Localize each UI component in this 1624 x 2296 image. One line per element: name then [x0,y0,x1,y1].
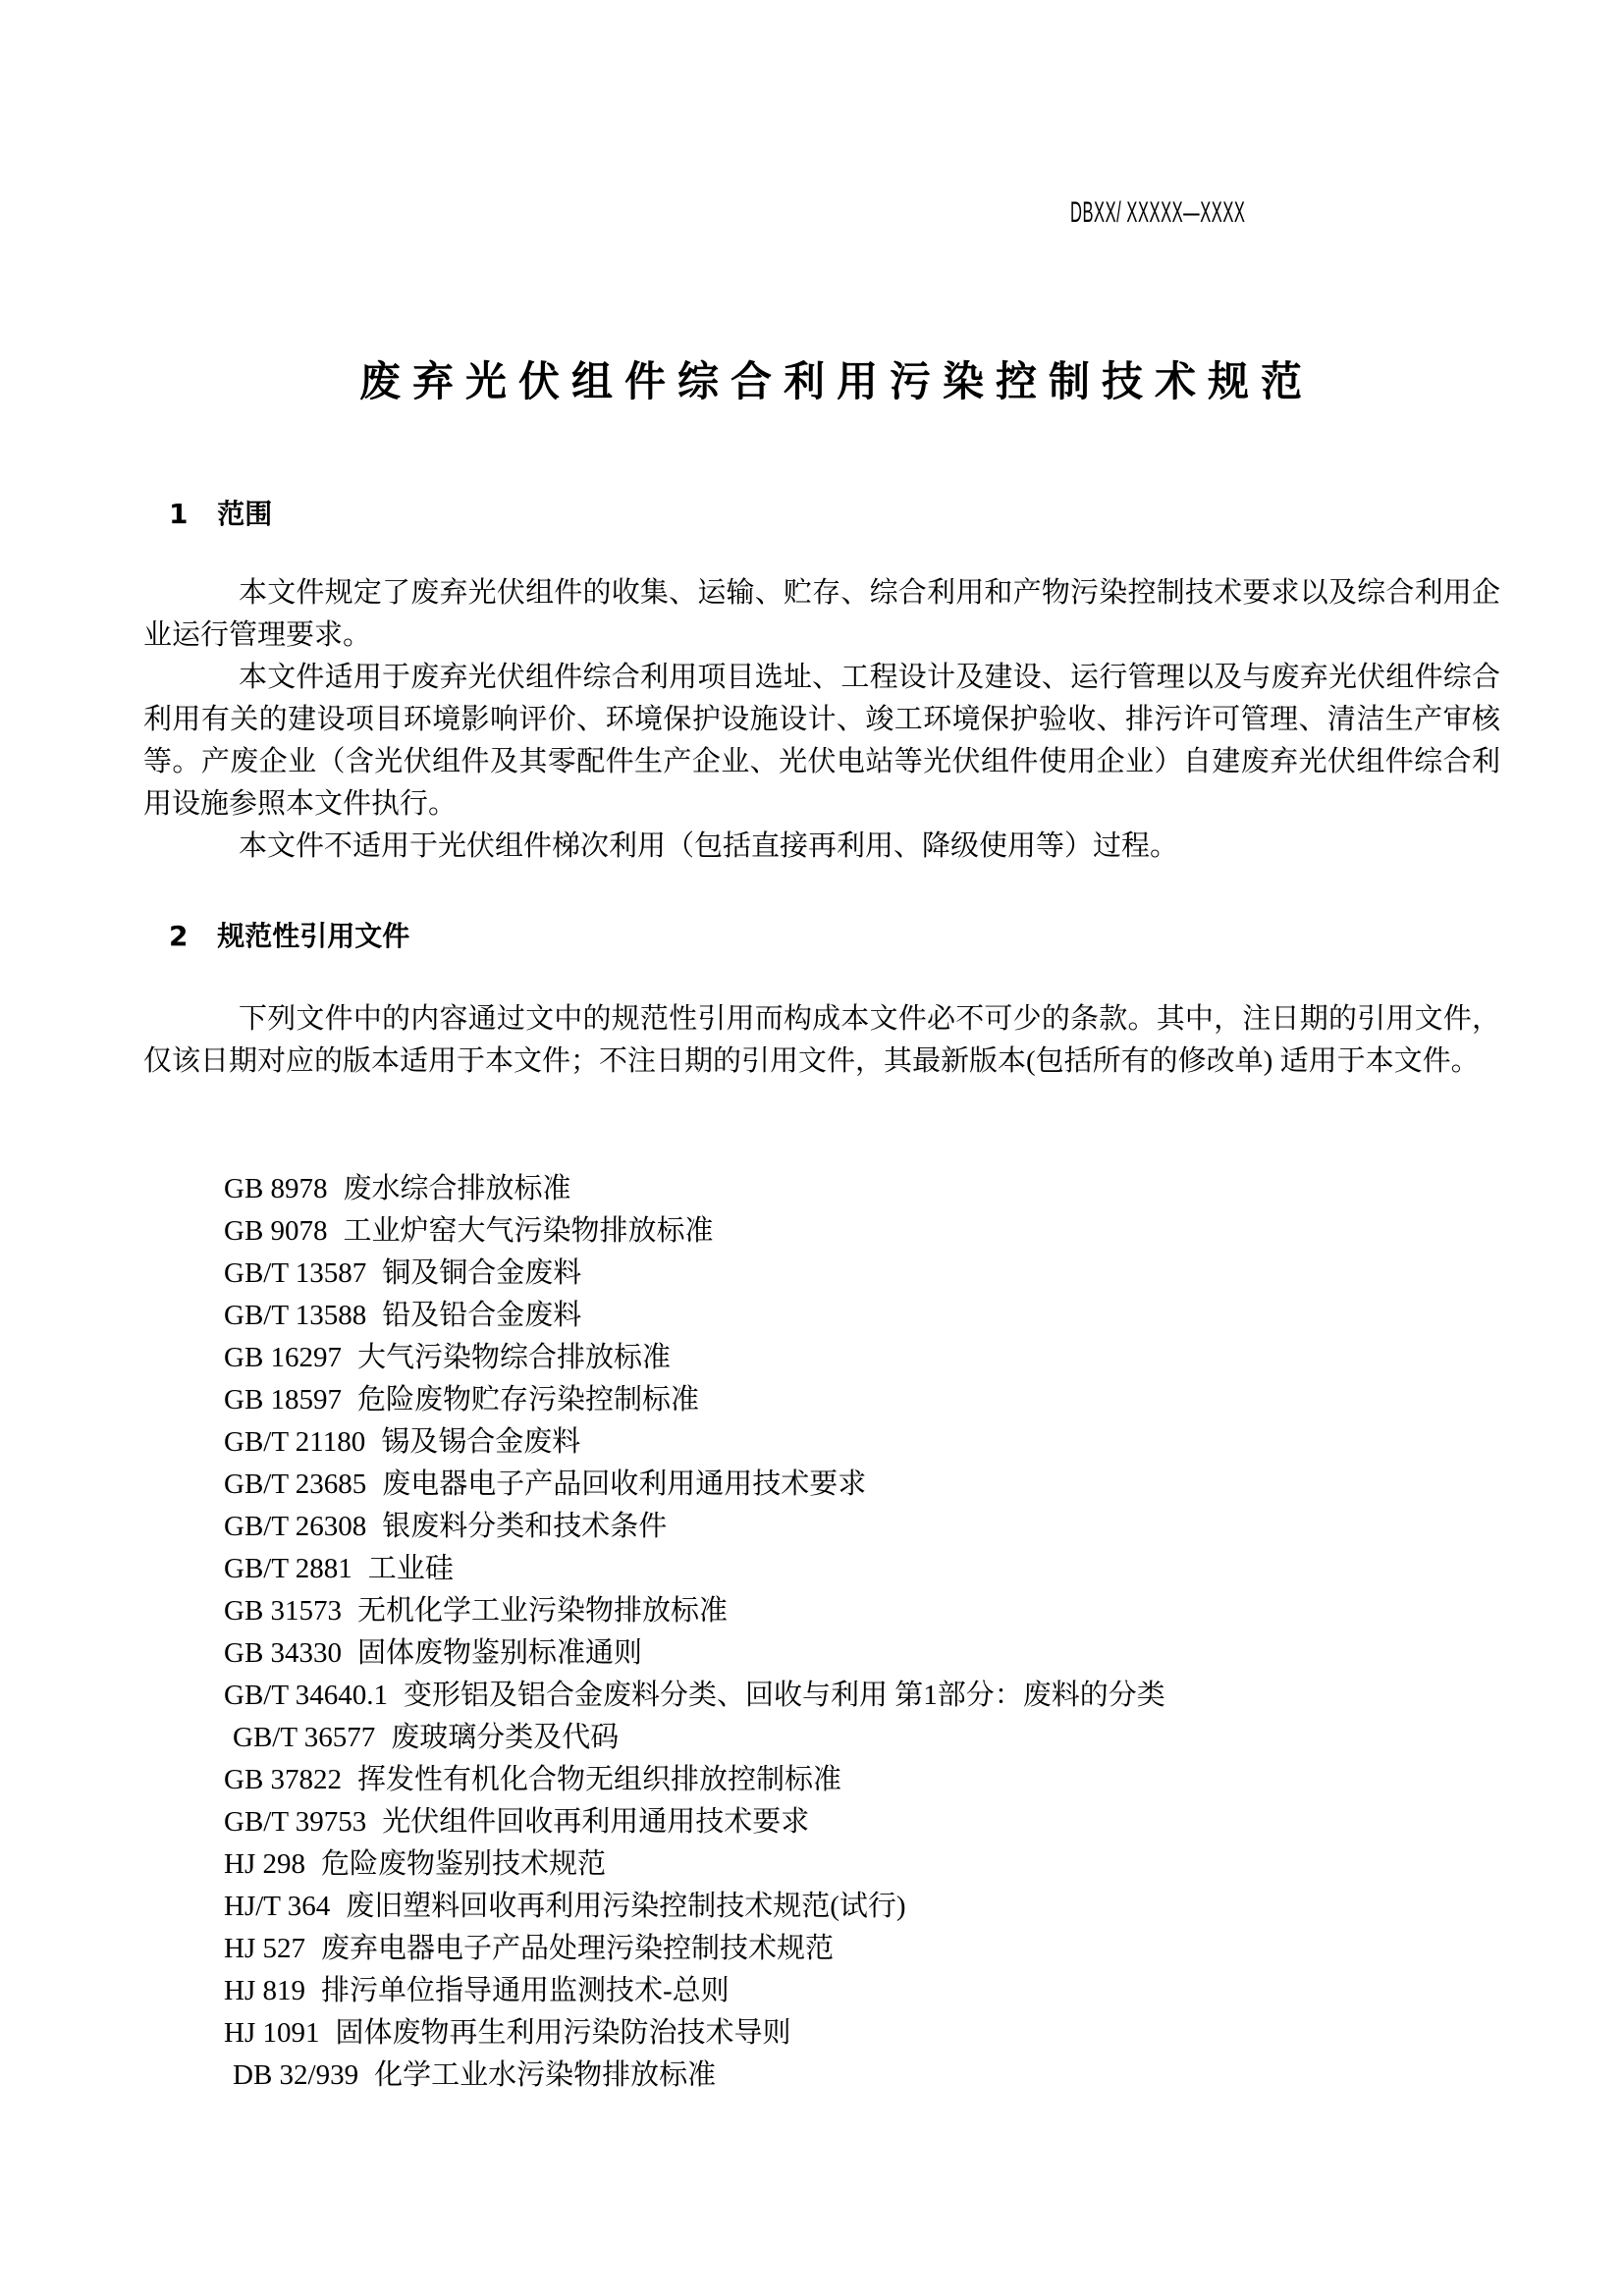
reference-code: HJ 1091 [224,2017,320,2049]
references-intro [143,998,1500,1083]
reference-code: HJ 527 [224,1933,305,1964]
reference-code: GB 18597 [224,1384,343,1415]
scope-paragraph: 本文件不适用于光伏组件梯次利用（包括直接再利用、降级使用等）过程。 [239,830,1179,862]
reference-title: 排污单位指导通用监测技术-总则 [320,1975,730,2006]
reference-code: GB 9078 [224,1215,328,1247]
reference-code: GB 16297 [224,1342,343,1373]
scope-paragraph: 本文件适用于废弃光伏组件综合利用项目选址、工程设计及建设、运行管理以及与废弃光伏组件综合利用有关的建设项目环境影响评价、环境保护设施设计、竣工环境保护验收、排污许可管理、清洁生产审核等。产废企业（含光伏组件及其零配件生产企业、光伏电站等光伏组件使用企业）自建废弃光伏组件综合利用设施参照本文件执行。 [143,662,1500,820]
reference-title: 工业硅 [367,1553,454,1584]
reference-title: 铅及铅合金废料 [382,1300,582,1331]
reference-code: GB/T 13588 [224,1300,367,1331]
reference-code: DB 32/939 [233,2059,359,2091]
reference-title: 化学工业水污染物排放标准 [374,2059,717,2091]
reference-item [224,1886,1165,1928]
reference-title: 工业炉窑大气污染物排放标准 [343,1215,714,1247]
reference-title: 危险废物鉴别技术规范 [320,1848,606,1880]
reference-code: GB 34330 [224,1637,343,1669]
reference-code: GB/T 34640.1 [224,1680,389,1711]
reference-code: GB/T 13587 [224,1257,367,1289]
scope-paragraph: 本文件规定了废弃光伏组件的收集、运输、贮存、综合利用和产物污染控制技术要求以及综合利用企业运行管理要求。 [143,577,1500,651]
reference-code: GB 31573 [224,1595,343,1627]
reference-item [224,1464,1165,1506]
reference-item [224,1168,1165,1210]
reference-title: 银废料分类和技术条件 [382,1511,668,1542]
section-2-title: 规范性引用文件 [217,920,410,952]
section-1-title: 范围 [217,498,273,530]
reference-code: HJ/T 364 [224,1891,331,1922]
reference-title: 废玻璃分类及代码 [391,1722,620,1753]
reference-item [224,1421,1165,1464]
reference-item [224,1379,1165,1421]
reference-title: 废弃电器电子产品处理污染控制技术规范 [320,1933,834,1964]
reference-title: 无机化学工业污染物排放标准 [357,1595,729,1627]
reference-item [224,1548,1165,1590]
reference-title: 光伏组件回收再利用通用技术要求 [382,1806,810,1838]
reference-code: GB/T 36577 [233,1722,376,1753]
reference-code: GB/T 21180 [224,1426,366,1458]
reference-item [224,1632,1165,1675]
reference-title: 变形铝及铝合金废料分类、回收与利用 第1部分：废料的分类 [404,1680,1165,1711]
reference-item [224,1295,1165,1337]
reference-code: HJ 819 [224,1975,305,2006]
reference-item [224,1253,1165,1295]
reference-code: GB/T 39753 [224,1806,367,1838]
reference-item [224,1210,1165,1253]
section-2-number: 2 [169,920,189,952]
section-1-heading [169,493,272,532]
section-1-number: 1 [169,498,189,530]
references-list [224,1168,1165,2097]
reference-title: 废旧塑料回收再利用污染控制技术规范(试行) [346,1891,906,1922]
reference-item [224,1759,1165,1801]
reference-code: GB/T 23685 [224,1468,367,1500]
reference-item [224,1590,1165,1632]
references-intro-paragraph: 下列文件中的内容通过文中的规范性引用而构成本文件必不可少的条款。其中，注日期的引用文件，仅该日期对应的版本适用于本文件；不注日期的引用文件，其最新版本(包括所有的修改单) 适用于本文件。 [143,1003,1500,1077]
reference-title: 铜及铜合金废料 [382,1257,582,1289]
reference-item [224,2012,1165,2055]
reference-item [224,1970,1165,2012]
reference-item [224,1801,1165,1843]
document-title: 废弃光伏组件综合利用污染控制技术规范 [358,357,1314,405]
reference-item [224,1717,1165,1759]
reference-title: 固体废物再生利用污染防治技术导则 [335,2017,791,2049]
section-2-heading [169,915,409,954]
reference-title: 废电器电子产品回收利用通用技术要求 [382,1468,867,1500]
reference-code: GB/T 26308 [224,1511,367,1542]
reference-item [224,1506,1165,1548]
reference-title: 大气污染物综合排放标准 [357,1342,672,1373]
reference-title: 废水综合排放标准 [343,1173,571,1204]
reference-code: HJ 298 [224,1848,305,1880]
reference-item [224,1675,1165,1717]
scope-paragraphs [143,572,1500,868]
reference-item [224,2055,1165,2097]
reference-code: GB/T 2881 [224,1553,352,1584]
reference-item [224,1843,1165,1886]
reference-title: 危险废物贮存污染控制标准 [357,1384,700,1415]
reference-item [224,1928,1165,1970]
reference-title: 锡及锡合金废料 [381,1426,581,1458]
reference-title: 固体废物鉴别标准通则 [357,1637,643,1669]
standard-code-header: DBXX/ XXXXX—XXXX [1070,196,1246,229]
reference-item [224,1337,1165,1379]
reference-code: GB 8978 [224,1173,328,1204]
reference-title: 挥发性有机化合物无组织排放控制标准 [357,1764,842,1795]
reference-code: GB 37822 [224,1764,343,1795]
